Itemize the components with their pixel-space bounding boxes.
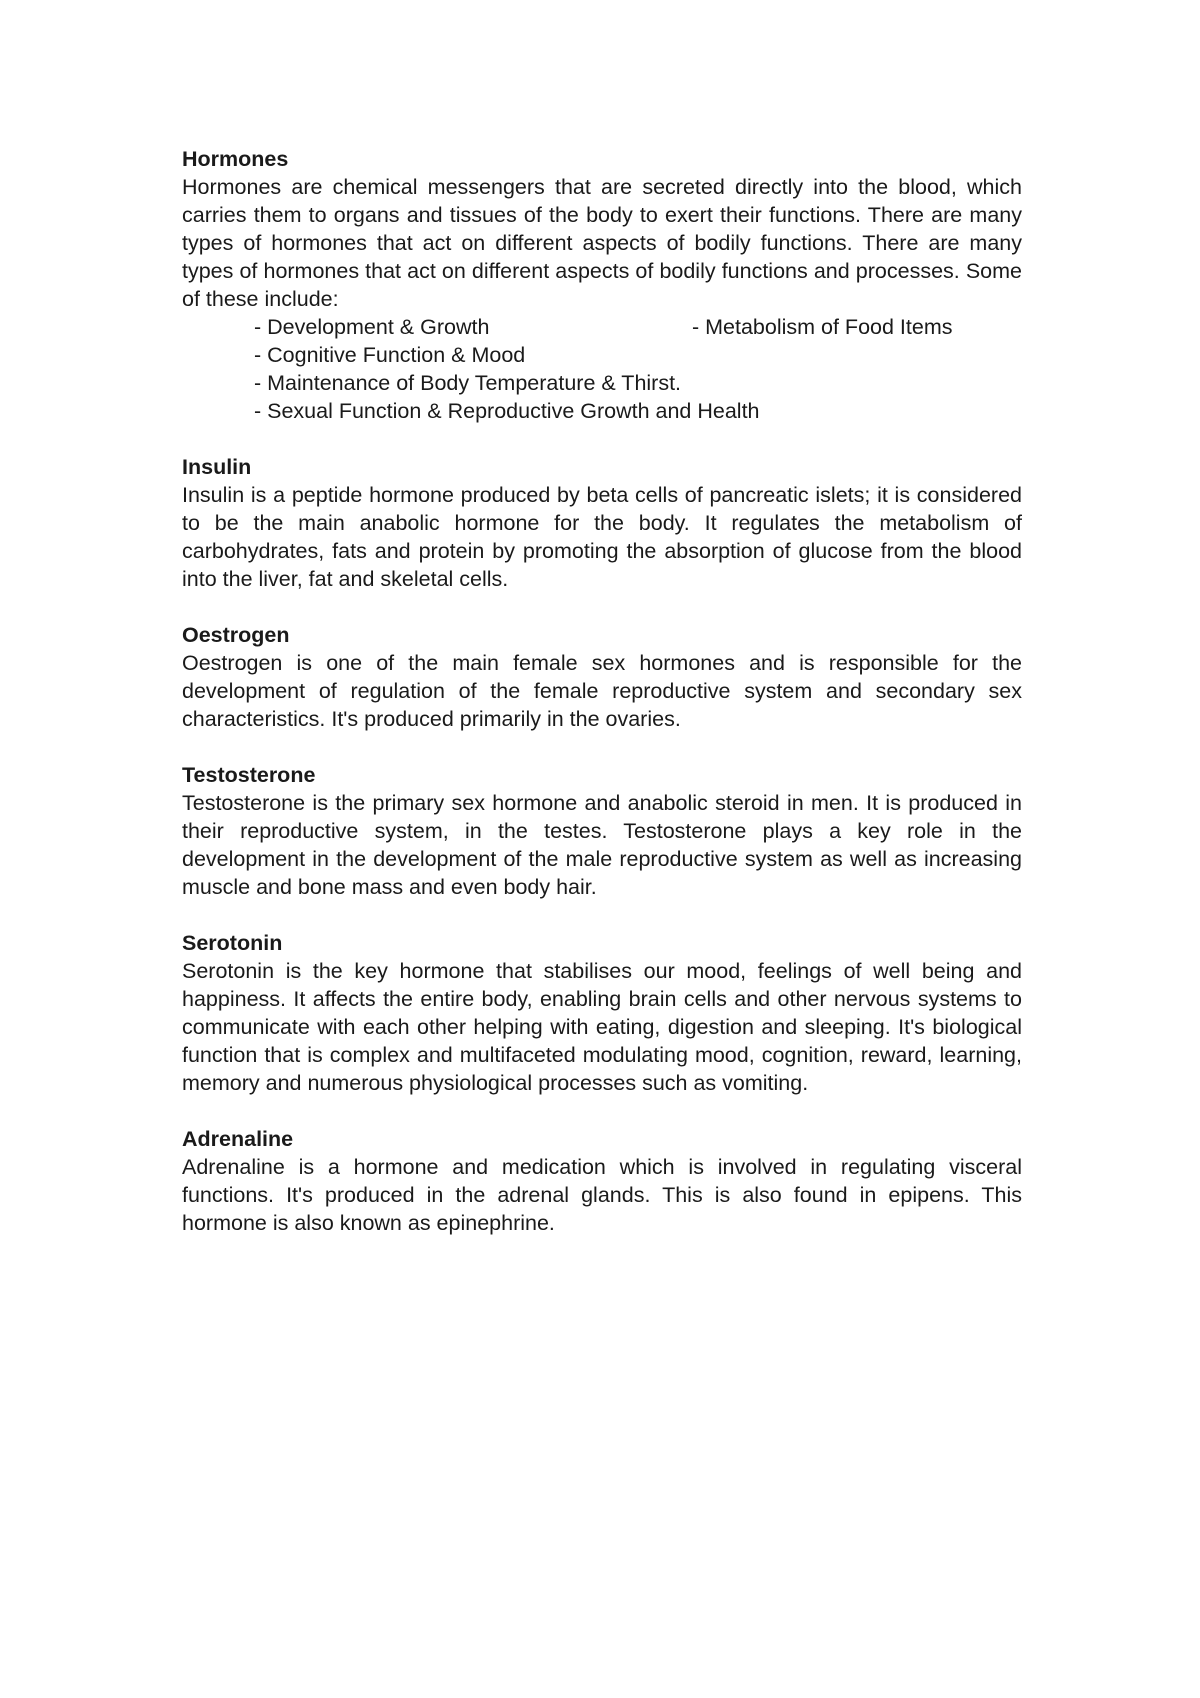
section-hormones — [182, 145, 1022, 425]
section-serotonin — [182, 929, 1022, 1097]
list-row — [182, 369, 1022, 397]
section-title: Insulin — [182, 455, 252, 479]
section-title: Hormones — [182, 147, 289, 171]
list-item: - Metabolism of Food Items — [692, 315, 953, 339]
section-title: Testosterone — [182, 763, 316, 787]
section-title: Adrenaline — [182, 1127, 294, 1151]
section-insulin — [182, 453, 1022, 593]
section-body: Serotonin is the key hormone that stabilises our mood, feelings of well being and happiness. It affects the entire body, enabling brain cells and other nervous systems to communicate with each other helping with eating, digestion and sleeping. It's biological function that is complex and multifaceted modulating mood, cognition, reward, learning, memory and numerous physiological processes such as vomiting. — [182, 959, 1022, 1095]
list-item: - Cognitive Function & Mood — [254, 343, 526, 367]
document-page — [182, 145, 1022, 1265]
list-row — [182, 341, 1022, 369]
section-body: Oestrogen is one of the main female sex hormones and is responsible for the development of regulation of the female reproductive system and secondary sex characteristics. It's produced primarily in the ovaries. — [182, 651, 1022, 731]
list-item: - Development & Growth — [254, 315, 490, 339]
list-row — [182, 313, 1022, 341]
section-title: Serotonin — [182, 931, 283, 955]
list-item: - Maintenance of Body Temperature & Thirst. — [254, 371, 682, 395]
section-title: Oestrogen — [182, 623, 290, 647]
section-body: Hormones are chemical messengers that are secreted directly into the blood, which carries them to organs and tissues of the body to exert their functions. There are many types of hormones that act on different aspects of bodily functions. There are many types of hormones that act on different aspects of bodily functions and processes. Some of these include: — [182, 175, 1022, 311]
hormone-functions-list — [182, 313, 1022, 425]
section-body: Testosterone is the primary sex hormone and anabolic steroid in men. It is produced in their reproductive system, in the testes. Testosterone plays a key role in the development in the development of the male reproductive system as well as increasing muscle and bone mass and even body hair. — [182, 791, 1022, 899]
section-testosterone — [182, 761, 1022, 901]
section-adrenaline — [182, 1125, 1022, 1237]
section-body: Adrenaline is a hormone and medication which is involved in regulating visceral functions. It's produced in the adrenal glands. This is also found in epipens. This hormone is also known as epinephrine. — [182, 1155, 1022, 1235]
section-oestrogen — [182, 621, 1022, 733]
section-body: Insulin is a peptide hormone produced by beta cells of pancreatic islets; it is considered to be the main anabolic hormone for the body. It regulates the metabolism of carbohydrates, fats and protein by promoting the absorption of glucose from the blood into the liver, fat and skeletal cells. — [182, 483, 1022, 591]
list-item: - Sexual Function & Reproductive Growth and Health — [254, 399, 760, 423]
list-row — [182, 397, 1022, 425]
